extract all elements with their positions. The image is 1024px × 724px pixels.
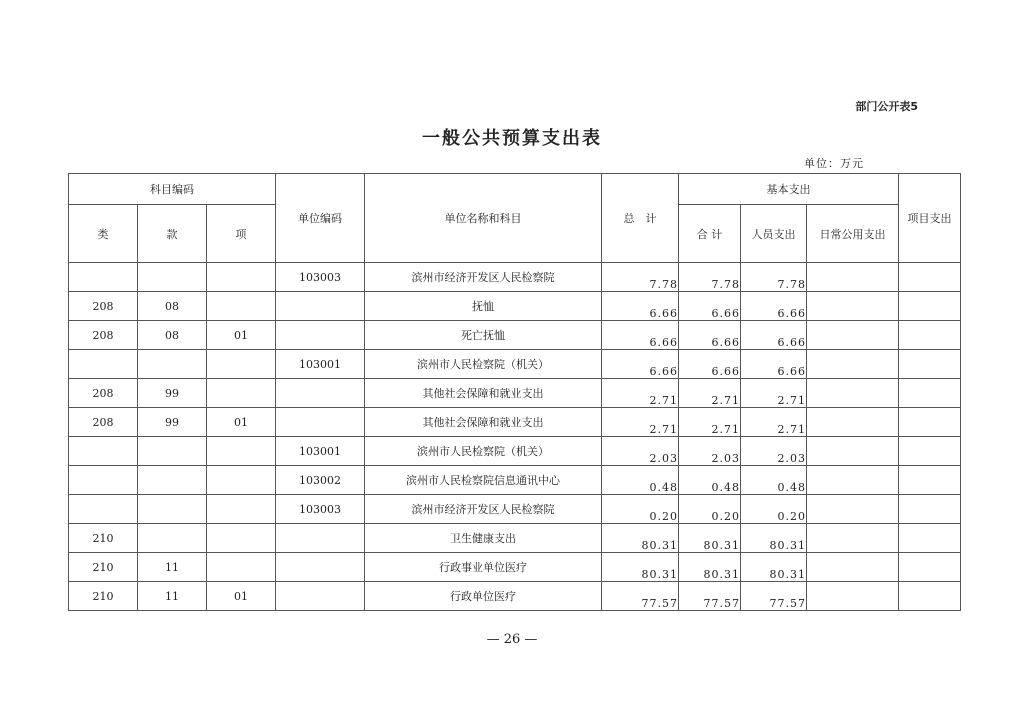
total-cell: 6.66 bbox=[602, 321, 679, 350]
subtotal-cell: 2.71 bbox=[679, 379, 741, 408]
unit-code-cell bbox=[276, 524, 365, 553]
personnel-cell: 77.57 bbox=[741, 582, 807, 611]
total-cell: 80.31 bbox=[602, 524, 679, 553]
category-cell bbox=[69, 495, 138, 524]
daily-public-cell bbox=[807, 350, 899, 379]
daily-public-cell bbox=[807, 495, 899, 524]
unit-code-cell bbox=[276, 292, 365, 321]
daily-public-cell bbox=[807, 582, 899, 611]
project-cell bbox=[899, 582, 961, 611]
table-row bbox=[69, 263, 961, 292]
unit-code-cell: 103001 bbox=[276, 350, 365, 379]
table-row bbox=[69, 292, 961, 321]
category-cell: 208 bbox=[69, 292, 138, 321]
header-unit-name: 单位名称和科目 bbox=[365, 174, 602, 263]
budget-table bbox=[68, 173, 961, 611]
unit-code-cell bbox=[276, 408, 365, 437]
project-cell bbox=[899, 292, 961, 321]
item-cell: 01 bbox=[207, 408, 276, 437]
category-cell: 208 bbox=[69, 379, 138, 408]
total-cell: 2.71 bbox=[602, 379, 679, 408]
item-cell: 01 bbox=[207, 321, 276, 350]
header-section: 款 bbox=[138, 205, 207, 263]
header-daily-public: 日常公用支出 bbox=[807, 205, 899, 263]
table-row bbox=[69, 408, 961, 437]
daily-public-cell bbox=[807, 379, 899, 408]
unit-name-cell: 滨州市人民检察院信息通讯中心 bbox=[365, 466, 602, 495]
table-row bbox=[69, 553, 961, 582]
table-row bbox=[69, 466, 961, 495]
unit-name-cell: 卫生健康支出 bbox=[365, 524, 602, 553]
personnel-cell: 2.71 bbox=[741, 379, 807, 408]
unit-code-cell bbox=[276, 582, 365, 611]
category-cell: 210 bbox=[69, 524, 138, 553]
category-cell bbox=[69, 350, 138, 379]
daily-public-cell bbox=[807, 292, 899, 321]
unit-code-cell bbox=[276, 379, 365, 408]
unit-code-cell: 103003 bbox=[276, 495, 365, 524]
total-cell: 6.66 bbox=[602, 292, 679, 321]
project-cell bbox=[899, 408, 961, 437]
unit-name-cell: 死亡抚恤 bbox=[365, 321, 602, 350]
unit-code-cell: 103002 bbox=[276, 466, 365, 495]
section-cell bbox=[138, 524, 207, 553]
section-cell bbox=[138, 466, 207, 495]
category-cell: 208 bbox=[69, 408, 138, 437]
section-cell bbox=[138, 437, 207, 466]
category-cell: 210 bbox=[69, 582, 138, 611]
daily-public-cell bbox=[807, 437, 899, 466]
subtotal-cell: 7.78 bbox=[679, 263, 741, 292]
daily-public-cell bbox=[807, 466, 899, 495]
header-project-expense: 项目支出 bbox=[899, 174, 961, 263]
table-row bbox=[69, 379, 961, 408]
project-cell bbox=[899, 379, 961, 408]
header-personnel: 人员支出 bbox=[741, 205, 807, 263]
item-cell bbox=[207, 524, 276, 553]
project-cell bbox=[899, 321, 961, 350]
total-cell: 77.57 bbox=[602, 582, 679, 611]
table-row bbox=[69, 495, 961, 524]
unit-code-cell: 103003 bbox=[276, 263, 365, 292]
unit-name-cell: 抚恤 bbox=[365, 292, 602, 321]
total-cell: 80.31 bbox=[602, 553, 679, 582]
daily-public-cell bbox=[807, 263, 899, 292]
daily-public-cell bbox=[807, 524, 899, 553]
unit-name-cell: 行政事业单位医疗 bbox=[365, 553, 602, 582]
project-cell bbox=[899, 466, 961, 495]
item-cell: 01 bbox=[207, 582, 276, 611]
page-number: — 26 — bbox=[486, 632, 538, 647]
subtotal-cell: 6.66 bbox=[679, 350, 741, 379]
total-cell: 7.78 bbox=[602, 263, 679, 292]
total-cell: 2.03 bbox=[602, 437, 679, 466]
header-category: 类 bbox=[69, 205, 138, 263]
personnel-cell: 6.66 bbox=[741, 350, 807, 379]
unit-name-cell: 滨州市人民检察院（机关） bbox=[365, 437, 602, 466]
document-label: 部门公开表5 bbox=[855, 100, 918, 113]
section-cell: 11 bbox=[138, 553, 207, 582]
unit-name-cell: 滨州市经济开发区人民检察院 bbox=[365, 263, 602, 292]
section-cell: 11 bbox=[138, 582, 207, 611]
section-cell bbox=[138, 263, 207, 292]
section-cell bbox=[138, 350, 207, 379]
item-cell bbox=[207, 379, 276, 408]
project-cell bbox=[899, 437, 961, 466]
project-cell bbox=[899, 263, 961, 292]
personnel-cell: 0.20 bbox=[741, 495, 807, 524]
unit-name-cell: 滨州市人民检察院（机关） bbox=[365, 350, 602, 379]
daily-public-cell bbox=[807, 553, 899, 582]
category-cell bbox=[69, 263, 138, 292]
personnel-cell: 6.66 bbox=[741, 292, 807, 321]
project-cell bbox=[899, 524, 961, 553]
unit-label: 单位：万元 bbox=[804, 157, 864, 170]
subtotal-cell: 2.03 bbox=[679, 437, 741, 466]
section-cell bbox=[138, 495, 207, 524]
header-item: 项 bbox=[207, 205, 276, 263]
section-cell: 08 bbox=[138, 292, 207, 321]
total-cell: 0.20 bbox=[602, 495, 679, 524]
item-cell bbox=[207, 263, 276, 292]
unit-code-cell: 103001 bbox=[276, 437, 365, 466]
category-cell: 208 bbox=[69, 321, 138, 350]
personnel-cell: 2.71 bbox=[741, 408, 807, 437]
category-cell bbox=[69, 437, 138, 466]
item-cell bbox=[207, 553, 276, 582]
page-title: 一般公共预算支出表 bbox=[422, 128, 602, 149]
subtotal-cell: 6.66 bbox=[679, 292, 741, 321]
subtotal-cell: 80.31 bbox=[679, 553, 741, 582]
category-cell bbox=[69, 466, 138, 495]
unit-name-cell: 其他社会保障和就业支出 bbox=[365, 379, 602, 408]
project-cell bbox=[899, 553, 961, 582]
personnel-cell: 0.48 bbox=[741, 466, 807, 495]
header-subtotal: 合 计 bbox=[679, 205, 741, 263]
personnel-cell: 7.78 bbox=[741, 263, 807, 292]
header-subject-code: 科目编码 bbox=[69, 174, 276, 205]
project-cell bbox=[899, 350, 961, 379]
subtotal-cell: 77.57 bbox=[679, 582, 741, 611]
item-cell bbox=[207, 466, 276, 495]
table-row bbox=[69, 582, 961, 611]
table-row bbox=[69, 321, 961, 350]
table-row bbox=[69, 350, 961, 379]
unit-code-cell bbox=[276, 553, 365, 582]
item-cell bbox=[207, 292, 276, 321]
subtotal-cell: 2.71 bbox=[679, 408, 741, 437]
subtotal-cell: 0.48 bbox=[679, 466, 741, 495]
total-cell: 0.48 bbox=[602, 466, 679, 495]
unit-code-cell bbox=[276, 321, 365, 350]
item-cell bbox=[207, 437, 276, 466]
subtotal-cell: 6.66 bbox=[679, 321, 741, 350]
personnel-cell: 80.31 bbox=[741, 524, 807, 553]
table-row bbox=[69, 437, 961, 466]
header-basic-expense: 基本支出 bbox=[679, 174, 899, 205]
category-cell: 210 bbox=[69, 553, 138, 582]
personnel-cell: 2.03 bbox=[741, 437, 807, 466]
personnel-cell: 80.31 bbox=[741, 553, 807, 582]
item-cell bbox=[207, 350, 276, 379]
header-total: 总 计 bbox=[602, 174, 679, 263]
total-cell: 6.66 bbox=[602, 350, 679, 379]
unit-name-cell: 其他社会保障和就业支出 bbox=[365, 408, 602, 437]
subtotal-cell: 80.31 bbox=[679, 524, 741, 553]
unit-name-cell: 滨州市经济开发区人民检察院 bbox=[365, 495, 602, 524]
daily-public-cell bbox=[807, 321, 899, 350]
project-cell bbox=[899, 495, 961, 524]
daily-public-cell bbox=[807, 408, 899, 437]
table-row bbox=[69, 524, 961, 553]
personnel-cell: 6.66 bbox=[741, 321, 807, 350]
section-cell: 08 bbox=[138, 321, 207, 350]
subtotal-cell: 0.20 bbox=[679, 495, 741, 524]
section-cell: 99 bbox=[138, 379, 207, 408]
header-unit-code: 单位编码 bbox=[276, 174, 365, 263]
item-cell bbox=[207, 495, 276, 524]
section-cell: 99 bbox=[138, 408, 207, 437]
unit-name-cell: 行政单位医疗 bbox=[365, 582, 602, 611]
total-cell: 2.71 bbox=[602, 408, 679, 437]
